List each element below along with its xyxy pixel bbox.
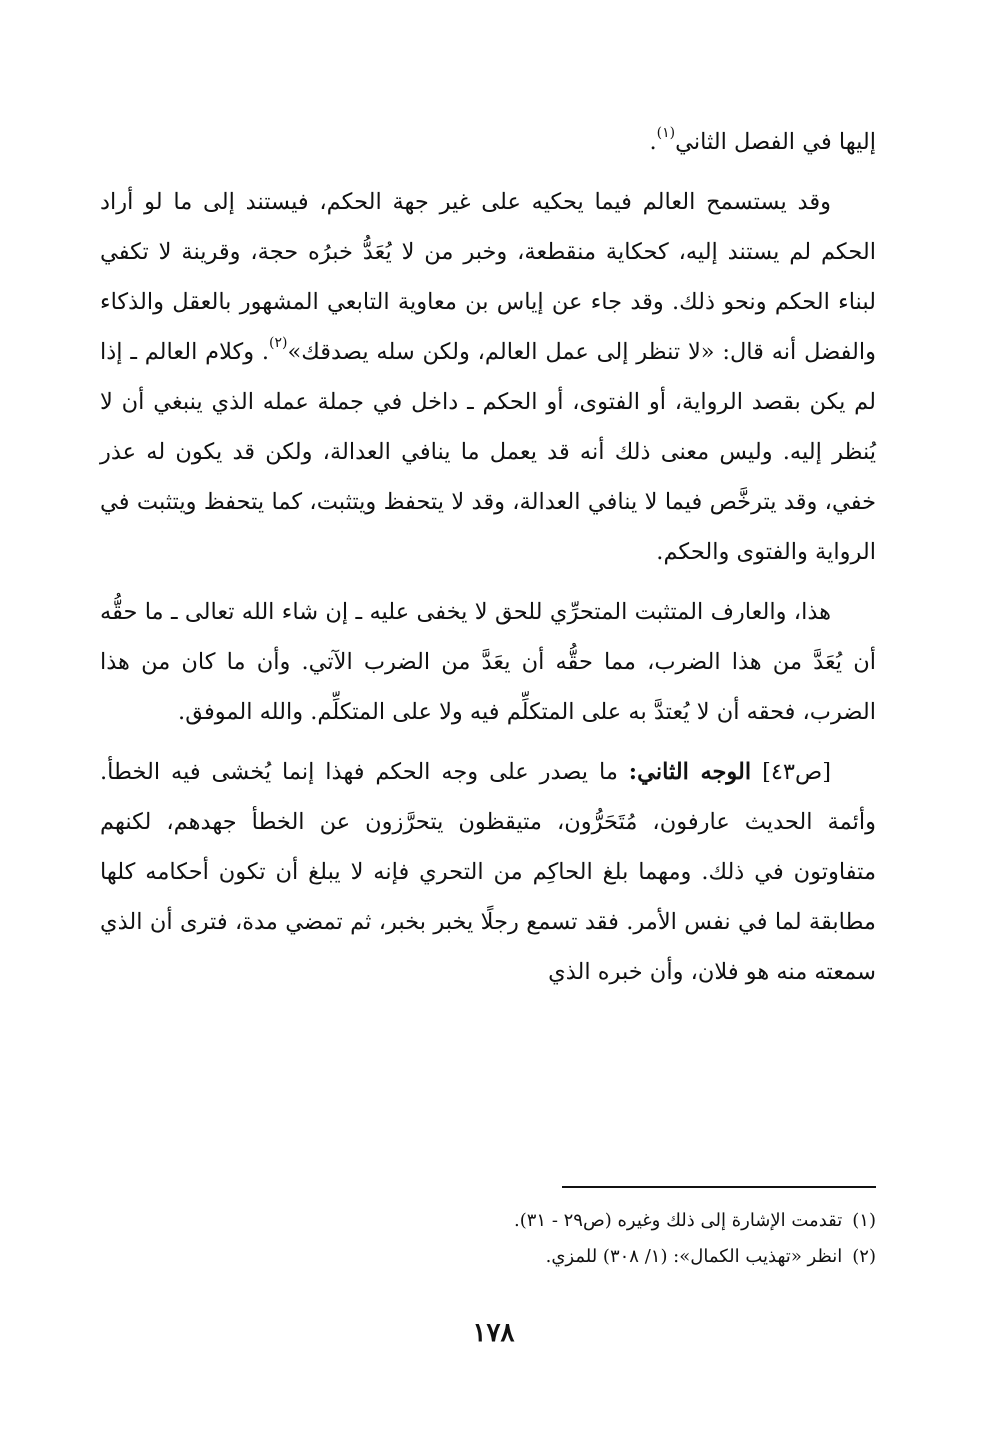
- footnote-2: [100, 1239, 876, 1275]
- footnotes-section: [100, 1203, 876, 1275]
- paragraph-1: [100, 117, 876, 167]
- page-number: ١٧٨: [472, 1318, 515, 1348]
- section-heading-term: الوجه الثاني:: [628, 759, 752, 785]
- paragraph-2-text-a: وقد يستسمح العالم فيما يحكيه على غير جهة الحكم، فيستند إلى ما لو أراد الحكم لم يستند إليه، كحكاية منقطعة، وخبر من لا يُعَدُّ خبرُه حجة، وقرينة لا تكفي لبناء الحكم ونحو ذلك. وقد جاء عن إياس بن معاوية التابعي المشهور بالعقل والذكاء والفضل أنه قال: «لا تنظر إلى عمل العالم، ولكن سله يصدقك»: [100, 189, 876, 365]
- paragraph-3: [100, 587, 876, 737]
- paragraph-1-text: إليها في الفصل الثاني: [675, 129, 876, 155]
- footnote-1: [100, 1203, 876, 1239]
- paragraph-3-text: هذا، والعارف المتثبت المتحرِّي للحق لا يخفى عليه ـ إن شاء الله تعالى ـ ما حقُّه أن يُعَدَّ من هذا الضرب، مما حقُّه أن يعَدَّ من الضرب الآتي. وأن ما كان من هذا الضرب، فحقه أن لا يُعتدَّ به على المتكلِّم فيه ولا على المتكلِّم. والله الموفق.: [100, 599, 876, 725]
- page-reference-marker: [ص٤٣]: [762, 759, 831, 785]
- main-text: [100, 117, 876, 997]
- footnote-2-number: (٢): [852, 1246, 876, 1267]
- paragraph-4: [100, 747, 876, 997]
- footnote-ref-2[interactable]: (٢): [269, 335, 288, 351]
- footnote-2-text: انظر «تهذيب الكمال»: (١/ ٣٠٨) للمزي.: [545, 1246, 843, 1267]
- footnote-1-number: (١): [852, 1210, 876, 1231]
- paragraph-4-text: ما يصدر على وجه الحكم فهذا إنما يُخشى فيه الخطأ. وأئمة الحديث عارفون، مُتَحَرُّون، متيقظون يتحرَّزون عن الخطأ جهدهم، لكنهم متفاوتون في ذلك. ومهما بلغ الحاكِم من التحري فإنه لا يبلغ أن تكون أحكامه كلها مطابقة لما في نفس الأمر. فقد تسمع رجلًا يخبر بخبر، ثم تمضي مدة، فترى أن الذي سمعته منه هو فلان، وأن خبره الذي: [100, 759, 876, 985]
- paragraph-2-text-b: . وكلام العالم ـ إذا لم يكن بقصد الرواية، أو الفتوى، أو الحكم ـ داخل في جملة عمله الذي ينبغي أن لا يُنظر إليه. وليس معنى ذلك أنه قد يعمل ما ينافي العدالة، ولكن قد يكون له عذر خفي، وقد يترخَّص فيما لا ينافي العدالة، وقد لا يتحفظ ويتثبت، كما يتحفظ ويتثبت في الرواية والفتوى والحكم.: [100, 339, 876, 565]
- footnote-separator: [562, 1186, 876, 1188]
- footnote-1-text: تقدمت الإشارة إلى ذلك وغيره (ص٢٩ - ٣١).: [514, 1210, 843, 1231]
- footnote-ref-1[interactable]: (١): [656, 125, 676, 141]
- paragraph-1-end: .: [649, 129, 657, 155]
- paragraph-2: [100, 177, 876, 577]
